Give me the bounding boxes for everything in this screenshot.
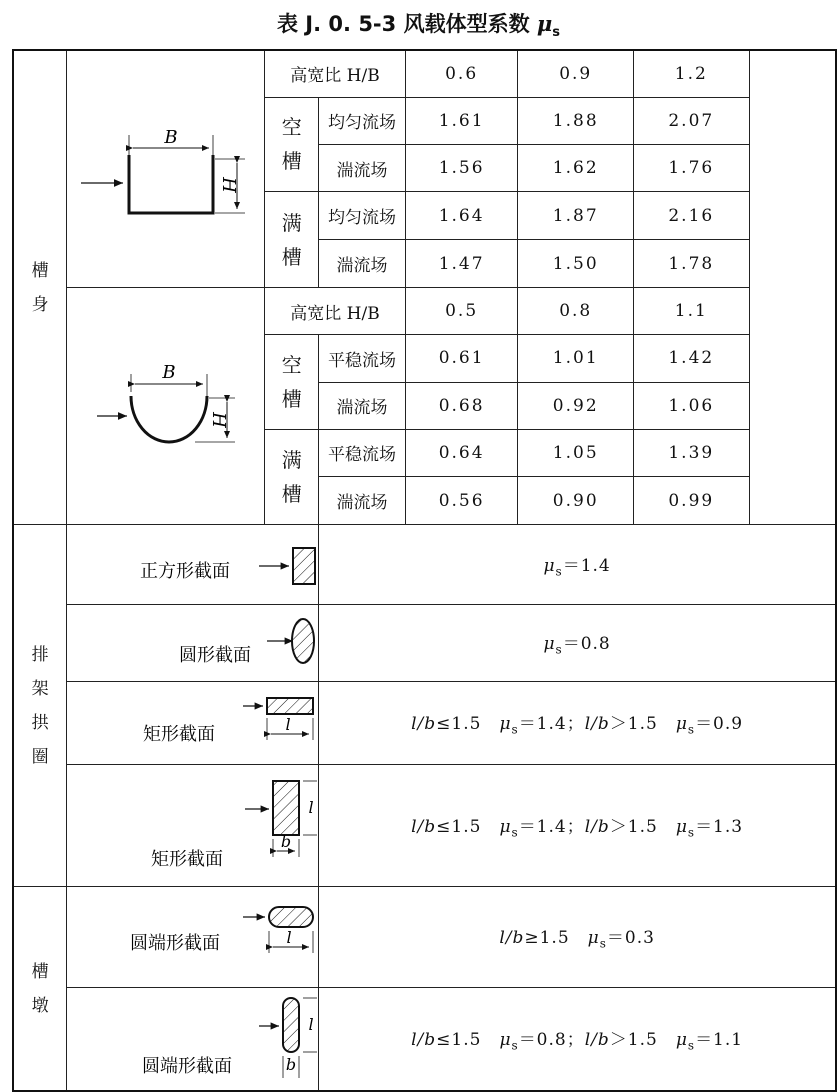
u-ratio-2: 1.1 — [634, 288, 750, 335]
formula-token: ＝1.3 — [695, 816, 744, 837]
wind-coefficient-table — [12, 49, 837, 1092]
formula-token: s — [599, 936, 607, 951]
rect-empty-flow-0: 均匀流场 — [319, 97, 406, 145]
body-char-1: 身 — [31, 294, 49, 315]
formula-token: ＝1.4； — [518, 816, 585, 837]
frame-row-0-desc — [67, 525, 319, 605]
u-ratio-1: 0.8 — [518, 288, 634, 335]
frame-label-2: 矩形截面 — [143, 724, 216, 745]
rect-group-full-label: 满 槽 — [265, 192, 319, 288]
rect-ratio-label: 高宽比 H/B — [265, 50, 406, 97]
rounded-section-flat-diagram — [67, 887, 318, 982]
rect-section-flat-diagram — [67, 682, 318, 759]
rect-ratio-2: 1.2 — [634, 50, 750, 97]
formula-token: l/b — [411, 714, 437, 735]
formula-token: s — [687, 722, 696, 737]
formula-token: ≥1.5 — [524, 928, 588, 949]
formula-token: μ — [499, 1030, 512, 1051]
formula-token: ＝0.8； — [518, 1030, 585, 1051]
rect-f0-v1: 1.87 — [518, 192, 634, 240]
section-body-label — [13, 50, 67, 525]
formula-token: μ — [587, 928, 600, 949]
u-ratio-label: 高宽比 H/B — [265, 288, 406, 335]
u-dim-h: H — [208, 412, 230, 428]
formula-token: μ — [675, 1030, 688, 1051]
frame-dim-b-3: b — [281, 832, 292, 851]
formula-token: s — [687, 825, 696, 840]
u-e1-v0: 0.68 — [405, 382, 518, 429]
frame-formula-0 — [319, 525, 836, 605]
formula-token: ＝1.4； — [518, 714, 585, 735]
pier-dim-l-0: l — [286, 928, 292, 947]
pier-formula-0 — [319, 887, 836, 988]
u-group-empty-label: 空 槽 — [265, 335, 319, 430]
u-dim-b: B — [162, 362, 176, 383]
formula-token: s — [555, 564, 563, 579]
rect-f0-v0: 1.64 — [405, 192, 518, 240]
frame-label-0: 正方形截面 — [140, 561, 231, 582]
frame-formula-3 — [319, 765, 836, 887]
pier-row-0-desc — [67, 887, 319, 988]
rect-trough-diagram-cell — [67, 50, 265, 288]
rect-e1-v2: 1.76 — [634, 145, 750, 192]
table-title — [0, 8, 837, 40]
rect-trough-diagram — [67, 51, 264, 287]
u-e1-v2: 1.06 — [634, 382, 750, 429]
u-empty-flow-0: 平稳流场 — [319, 335, 406, 383]
title-sub: s — [552, 25, 560, 41]
formula-token: s — [511, 1038, 519, 1053]
formula-token: ≤1.5 — [436, 816, 500, 837]
formula-token: l/b — [411, 1030, 437, 1051]
u-f0-v2: 1.39 — [634, 429, 750, 477]
formula-token: μ — [499, 714, 512, 735]
pier-label-1: 圆端形截面 — [142, 1056, 233, 1077]
formula-token: s — [511, 825, 519, 840]
rounded-section-tall-diagram — [67, 988, 318, 1085]
section-pier-label: 槽 墩 — [13, 887, 67, 1092]
frame-row-3-desc — [67, 765, 319, 887]
pier-label-0: 圆端形截面 — [130, 933, 221, 954]
frame-dim-l-3: l — [308, 798, 314, 817]
frame-formula-1 — [319, 605, 836, 682]
u-trough-diagram-cell — [67, 288, 265, 525]
formula-token: μ — [675, 816, 688, 837]
u-e0-v0: 0.61 — [405, 335, 518, 383]
pier-dim-l-1: l — [308, 1015, 314, 1034]
rect-empty-flow-1: 湍流场 — [319, 145, 406, 192]
rect-e0-v0: 1.61 — [405, 97, 518, 145]
title-mu: μ — [536, 11, 553, 36]
circle-section-diagram — [67, 605, 318, 676]
formula-token: μ — [543, 555, 556, 576]
u-f0-v0: 0.64 — [405, 429, 518, 477]
formula-token: s — [687, 1038, 696, 1053]
formula-token: ＝0.9 — [695, 714, 744, 735]
u-trough-diagram — [67, 288, 264, 524]
u-f1-v0: 0.56 — [405, 477, 518, 525]
u-e0-v2: 1.42 — [634, 335, 750, 383]
formula-token: μ — [675, 714, 688, 735]
formula-token: l/b — [584, 816, 610, 837]
rect-f1-v0: 1.47 — [405, 240, 518, 288]
formula-token: μ — [543, 634, 556, 655]
section-frame-label: 排 架 拱 圈 — [13, 525, 67, 887]
formula-token: ≤1.5 — [436, 714, 500, 735]
formula-token: μ — [499, 816, 512, 837]
formula-token: ＝0.8 — [562, 634, 611, 655]
frame-dim-l-2: l — [285, 715, 291, 734]
formula-token: ＝1.1 — [695, 1030, 744, 1051]
rect-full-flow-1: 湍流场 — [319, 240, 406, 288]
frame-row-1-desc — [67, 605, 319, 682]
rect-e1-v0: 1.56 — [405, 145, 518, 192]
formula-token: l/b — [411, 816, 437, 837]
rect-f0-v2: 2.16 — [634, 192, 750, 240]
u-full-flow-1: 湍流场 — [319, 477, 406, 525]
u-ratio-0: 0.5 — [405, 288, 518, 335]
u-group-full-label: 满 槽 — [265, 429, 319, 525]
u-f1-v2: 0.99 — [634, 477, 750, 525]
pier-formula-1 — [319, 988, 836, 1092]
u-f1-v1: 0.90 — [518, 477, 634, 525]
frame-label-3: 矩形截面 — [151, 849, 224, 870]
u-full-flow-0: 平稳流场 — [319, 429, 406, 477]
frame-label-1: 圆形截面 — [179, 645, 252, 666]
rect-section-tall-diagram — [67, 765, 318, 881]
frame-formula-2 — [319, 682, 836, 765]
rect-e1-v1: 1.62 — [518, 145, 634, 192]
rect-dim-b: B — [164, 127, 178, 148]
u-f0-v1: 1.05 — [518, 429, 634, 477]
formula-token: l/b — [584, 714, 610, 735]
formula-token: ＞1.5 — [609, 714, 676, 735]
rect-ratio-1: 0.9 — [518, 50, 634, 97]
title-prefix: 表 J. 0. 5-3 风载体型系数 — [277, 12, 537, 36]
rect-e0-v2: 2.07 — [634, 97, 750, 145]
u-e1-v1: 0.92 — [518, 382, 634, 429]
rect-group-empty-label: 空 槽 — [265, 97, 319, 192]
formula-token: s — [555, 642, 563, 657]
pier-dim-b-1: b — [286, 1055, 297, 1074]
rect-f1-v2: 1.78 — [634, 240, 750, 288]
body-char-0: 槽 — [31, 260, 49, 281]
formula-token: s — [511, 722, 519, 737]
formula-token: ＞1.5 — [609, 1030, 676, 1051]
formula-token: l/b — [499, 928, 525, 949]
pier-row-1-desc — [67, 988, 319, 1092]
formula-token: ≤1.5 — [436, 1030, 500, 1051]
rect-ratio-0: 0.6 — [405, 50, 518, 97]
formula-token: ＞1.5 — [609, 816, 676, 837]
u-e0-v1: 1.01 — [518, 335, 634, 383]
rect-dim-h: H — [218, 177, 240, 193]
rect-f1-v1: 1.50 — [518, 240, 634, 288]
formula-token: ＝1.4 — [562, 555, 611, 576]
rect-full-flow-0: 均匀流场 — [319, 192, 406, 240]
formula-token: l/b — [584, 1030, 610, 1051]
formula-token: ＝0.3 — [606, 928, 655, 949]
u-empty-flow-1: 湍流场 — [319, 382, 406, 429]
rect-e0-v1: 1.88 — [518, 97, 634, 145]
square-section-diagram — [67, 525, 318, 599]
frame-row-2-desc — [67, 682, 319, 765]
